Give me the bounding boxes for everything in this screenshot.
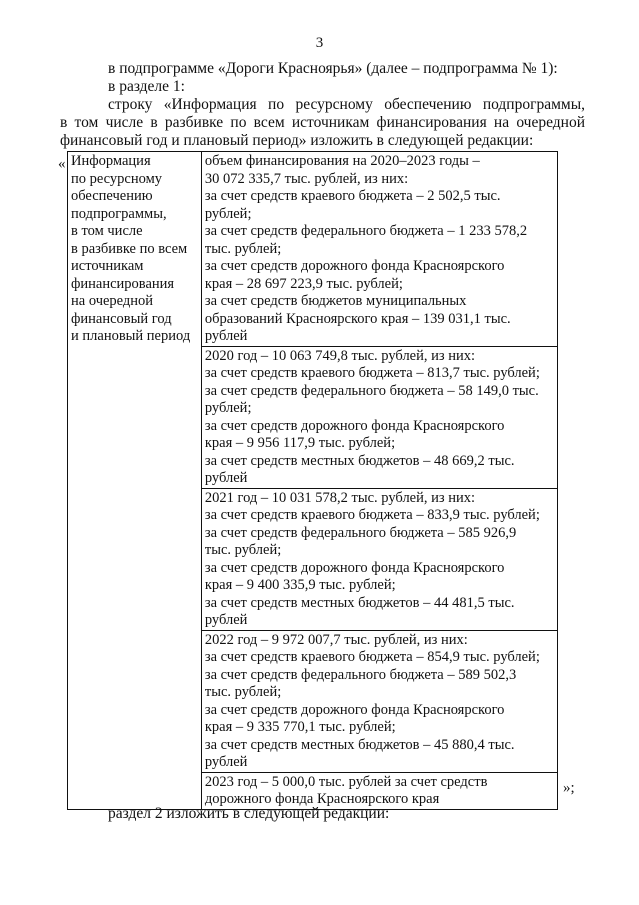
resource-info-table: [67, 151, 558, 810]
label-line: в том числе: [71, 223, 143, 239]
label-line: подпрограммы,: [71, 205, 167, 222]
funding-line: за счет средств краевого бюджета – 833,9 тыс. рублей;: [204, 507, 540, 523]
funding-line: рублей: [204, 754, 248, 770]
funding-line: края – 28 697 223,9 тыс. рублей;: [204, 275, 403, 292]
funding-line: за счет средств краевого бюджета – 854,9 тыс. рублей;: [204, 649, 540, 665]
label-line: в разбивке по всем: [71, 240, 188, 257]
funding-line: 2020 год – 10 063 749,8 тыс. рублей, из них:: [204, 347, 476, 364]
funding-line: края – 9 335 770,1 тыс. рублей;: [204, 719, 396, 735]
label-line: Информация: [71, 153, 151, 169]
funding-line: за счет средств федерального бюджета – 585 926,9: [204, 524, 517, 541]
funding-block: [201, 772, 557, 809]
opening-quote: «: [58, 156, 66, 172]
funding-line: за счет средств местных бюджетов – 48 669,2 тыс.: [204, 452, 515, 469]
funding-line: края – 9 956 117,9 тыс. рублей;: [204, 435, 396, 451]
funding-line: 2022 год – 9 972 007,7 тыс. рублей, из них:: [204, 631, 468, 648]
section-2-instruction: раздел 2 изложить в следующей редакции:: [108, 805, 390, 822]
funding-block: [201, 346, 557, 488]
label-line: источникам: [71, 258, 144, 274]
label-line: финансирования: [71, 275, 175, 292]
funding-line: за счет средств федерального бюджета – 589 502,3: [204, 666, 517, 683]
funding-line: за счет средств бюджетов муниципальных: [204, 293, 467, 309]
funding-line: рублей: [204, 612, 248, 628]
funding-line: за счет средств федерального бюджета – 58 149,0 тыс.: [204, 382, 539, 399]
funding-line: 30 072 335,7 тыс. рублей, из них:: [204, 170, 409, 187]
intro-line: в подпрограмме «Дороги Красноярья» (далее – подпрограмма № 1):: [108, 60, 558, 77]
funding-line: за счет средств краевого бюджета – 2 502,5 тыс.: [204, 188, 501, 204]
funding-line: дорожного фонда Красноярского края: [204, 791, 440, 807]
table-row: [68, 152, 558, 347]
funding-line: тыс. рублей;: [204, 240, 282, 257]
intro-line: в разделе 1:: [108, 78, 185, 95]
funding-block: [201, 630, 557, 772]
closing-quote: »;: [563, 780, 575, 796]
funding-line: за счет средств дорожного фонда Красноярского: [204, 559, 505, 576]
funding-line: рублей: [204, 470, 248, 486]
funding-line: за счет средств местных бюджетов – 45 880,4 тыс.: [204, 736, 515, 753]
funding-line: рублей;: [204, 205, 252, 222]
label-line: по ресурсному: [71, 170, 163, 187]
page-number: 3: [315, 35, 324, 51]
row-label-cell: [68, 152, 202, 810]
funding-line: за счет средств дорожного фонда Красноярского: [204, 701, 505, 718]
funding-line: тыс. рублей;: [204, 542, 282, 558]
funding-line: за счет средств краевого бюджета – 813,7 тыс. рублей;: [204, 365, 540, 381]
intro-text: [60, 60, 585, 150]
funding-line: за счет средств дорожного фонда Красноярского: [204, 417, 505, 434]
funding-line: рублей;: [204, 400, 252, 416]
label-line: и плановый период: [71, 328, 191, 344]
intro-line: в том числе в разбивке по всем источникам финансирования на очередной: [60, 114, 585, 131]
funding-line: края – 9 400 335,9 тыс. рублей;: [204, 577, 396, 593]
intro-line: строку «Информация по ресурсному обеспечению подпрограммы,: [108, 96, 585, 113]
funding-line: рублей: [204, 328, 248, 344]
funding-line: образований Красноярского края – 139 031,1 тыс.: [204, 310, 511, 327]
funding-line: 2023 год – 5 000,0 тыс. рублей за счет средств: [204, 773, 488, 790]
funding-line: за счет средств федерального бюджета – 1 233 578,2: [204, 223, 528, 239]
funding-line: объем финансирования на 2020–2023 годы –: [204, 153, 480, 169]
funding-block: [201, 488, 557, 630]
funding-line: 2021 год – 10 031 578,2 тыс. рублей, из них:: [204, 489, 476, 506]
intro-line: финансовый год и плановый период» изложить в следующей редакции:: [60, 132, 534, 149]
funding-line: тыс. рублей;: [204, 684, 282, 700]
funding-line: за счет средств местных бюджетов – 44 481,5 тыс.: [204, 594, 515, 611]
label-line: финансовый год: [71, 310, 172, 327]
funding-block: [201, 152, 557, 347]
funding-line: за счет средств дорожного фонда Красноярского: [204, 258, 505, 274]
label-line: на очередной: [71, 293, 154, 309]
label-line: обеспечению: [71, 188, 153, 204]
